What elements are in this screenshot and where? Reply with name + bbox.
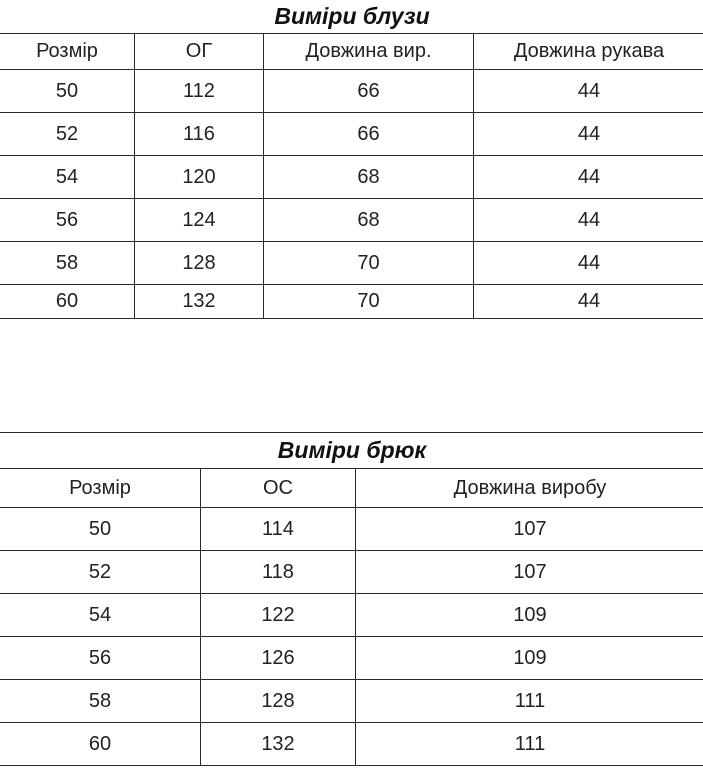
table-row bbox=[0, 594, 703, 637]
cell-garment-length: 107 bbox=[356, 508, 703, 551]
cell-length: 68 bbox=[264, 156, 474, 199]
cell-size: 58 bbox=[0, 242, 135, 285]
table-header-row bbox=[0, 469, 703, 508]
cell-size: 50 bbox=[0, 508, 201, 551]
table-row bbox=[0, 680, 703, 723]
cell-size: 54 bbox=[0, 594, 201, 637]
cell-length: 70 bbox=[264, 242, 474, 285]
cell-garment-length: 109 bbox=[356, 594, 703, 637]
cell-sleeve-length: 44 bbox=[474, 70, 703, 113]
cell-garment-length: 109 bbox=[356, 637, 703, 680]
table-row bbox=[0, 242, 703, 285]
cell-waist: 122 bbox=[201, 594, 356, 637]
table-row bbox=[0, 70, 703, 113]
cell-chest: 116 bbox=[135, 113, 264, 156]
column-header-size: Розмір bbox=[0, 34, 135, 70]
column-header-size: Розмір bbox=[0, 469, 201, 508]
cell-waist: 118 bbox=[201, 551, 356, 594]
column-header-garment-length: Довжина виробу bbox=[356, 469, 703, 508]
cell-size: 52 bbox=[0, 551, 201, 594]
cell-garment-length: 107 bbox=[356, 551, 703, 594]
table-row bbox=[0, 551, 703, 594]
cell-size: 60 bbox=[0, 723, 201, 766]
cell-length: 68 bbox=[264, 199, 474, 242]
cell-sleeve-length: 44 bbox=[474, 156, 703, 199]
cell-waist: 128 bbox=[201, 680, 356, 723]
cell-size: 56 bbox=[0, 637, 201, 680]
cell-size: 56 bbox=[0, 199, 135, 242]
blouse-table-title: Виміри блузи bbox=[0, 0, 703, 34]
table-row bbox=[0, 723, 703, 766]
column-header-chest: ОГ bbox=[135, 34, 264, 70]
cell-sleeve-length: 44 bbox=[474, 199, 703, 242]
cell-size: 60 bbox=[0, 285, 135, 319]
cell-waist: 114 bbox=[201, 508, 356, 551]
cell-length: 66 bbox=[264, 70, 474, 113]
cell-sleeve-length: 44 bbox=[474, 113, 703, 156]
cell-chest: 128 bbox=[135, 242, 264, 285]
table-row bbox=[0, 199, 703, 242]
cell-size: 58 bbox=[0, 680, 201, 723]
table-row bbox=[0, 637, 703, 680]
cell-size: 52 bbox=[0, 113, 135, 156]
cell-size: 50 bbox=[0, 70, 135, 113]
table-row bbox=[0, 156, 703, 199]
trousers-table-title: Виміри брюк bbox=[0, 433, 703, 469]
cell-chest: 124 bbox=[135, 199, 264, 242]
cell-length: 70 bbox=[264, 285, 474, 319]
cell-garment-length: 111 bbox=[356, 680, 703, 723]
cell-sleeve-length: 44 bbox=[474, 242, 703, 285]
cell-garment-length: 111 bbox=[356, 723, 703, 766]
cell-length: 66 bbox=[264, 113, 474, 156]
cell-waist: 126 bbox=[201, 637, 356, 680]
trousers-measurements-table bbox=[0, 432, 703, 766]
table-row bbox=[0, 508, 703, 551]
blouse-measurements-table bbox=[0, 0, 703, 319]
table-row bbox=[0, 113, 703, 156]
table-header-row bbox=[0, 34, 703, 70]
cell-chest: 132 bbox=[135, 285, 264, 319]
cell-sleeve-length: 44 bbox=[474, 285, 703, 319]
cell-size: 54 bbox=[0, 156, 135, 199]
column-header-sleeve-length: Довжина рукава bbox=[474, 34, 703, 70]
column-header-length: Довжина вир. bbox=[264, 34, 474, 70]
cell-chest: 120 bbox=[135, 156, 264, 199]
cell-chest: 112 bbox=[135, 70, 264, 113]
table-row bbox=[0, 285, 703, 319]
column-header-waist: ОС bbox=[201, 469, 356, 508]
cell-waist: 132 bbox=[201, 723, 356, 766]
